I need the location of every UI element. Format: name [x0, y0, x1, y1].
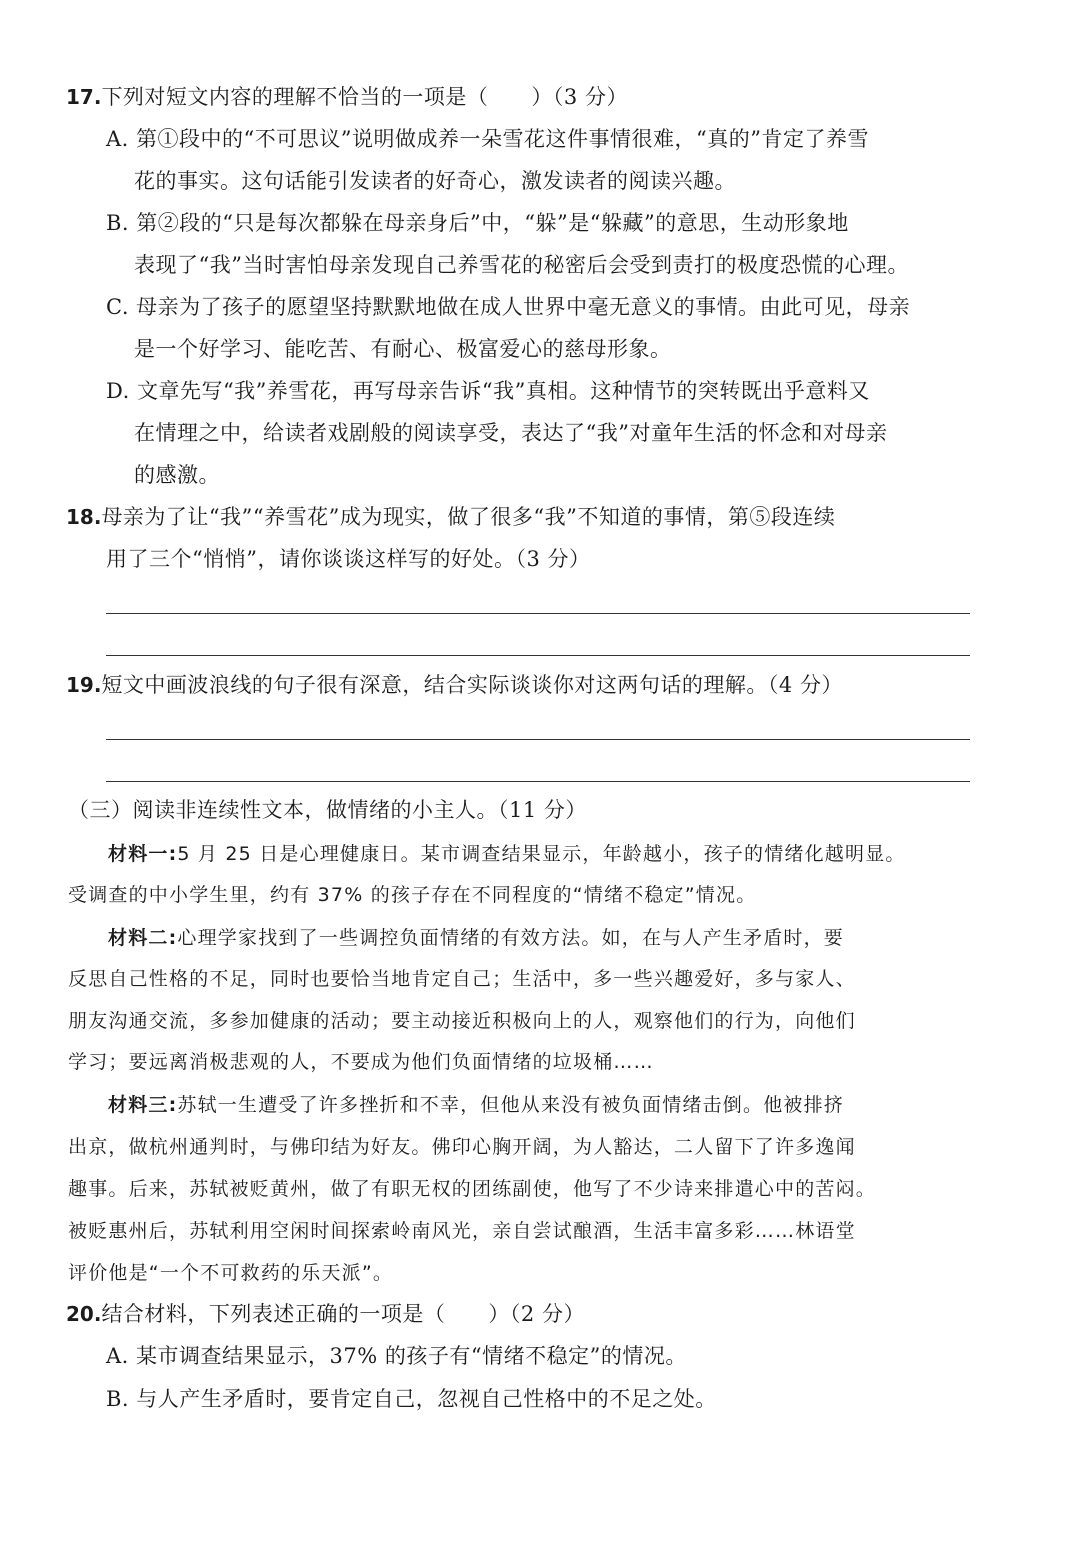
q19-answer-line-1[interactable]	[106, 739, 970, 740]
q17-stem-line	[66, 82, 628, 112]
q18-number: 18.	[66, 505, 102, 529]
q17-number: 17.	[66, 85, 102, 109]
q19-stem: 短文中画波浪线的句子很有深意，结合实际谈谈你对这两句话的理解。（4 分）	[101, 673, 843, 697]
material1-line2: 受调查的中小学生里，约有 37% 的孩子存在不同程度的“情绪不稳定”情况。	[68, 884, 757, 906]
q18-stem-line1	[66, 502, 835, 532]
q18-stem-line2: 用了三个“悄悄”，请你谈谈这样写的好处。（3 分）	[106, 547, 591, 571]
q20-stem-line	[66, 1299, 585, 1329]
q17-stem: 下列对短文内容的理解不恰当的一项是（ ）（3 分）	[101, 85, 628, 109]
q20-stem: 结合材料，下列表述正确的一项是（ ）（2 分）	[101, 1302, 585, 1326]
material2-line2: 反思自己性格的不足，同时也要恰当地肯定自己；生活中，多一些兴趣爱好，多与家人、	[68, 968, 856, 990]
material2-line1	[108, 923, 844, 953]
q17-option-b-line2: 表现了“我”当时害怕母亲发现自己养雪花的秘密后会受到责打的极度恐慌的心理。	[134, 253, 909, 277]
material3-label: 材料三:	[108, 1094, 178, 1116]
material3-line4: 被贬惠州后，苏轼利用空闲时间探索岭南风光，亲自尝试酿酒，生活丰富多彩……林语堂	[68, 1220, 856, 1242]
material3-line2: 出京，做杭州通判时，与佛印结为好友。佛印心胸开阔，为人豁达，二人留下了许多逸闻	[68, 1136, 856, 1158]
q18-stem-text1: 母亲为了让“我”“养雪花”成为现实，做了很多“我”不知道的事情，第⑤段连续	[101, 505, 836, 529]
q18-answer-line-2[interactable]	[106, 655, 970, 656]
q17-option-d-line3: 的感激。	[134, 463, 220, 487]
section3-title: （三）阅读非连续性文本，做情绪的小主人。（11 分）	[68, 798, 587, 822]
q18-answer-line-1[interactable]	[106, 613, 970, 614]
q17-option-a-line2: 花的事实。这句话能引发读者的好奇心，激发读者的阅读兴趣。	[134, 169, 736, 193]
material2-text1: 心理学家找到了一些调控负面情绪的有效方法。如，在与人产生矛盾时，要	[177, 927, 845, 949]
material2-label: 材料二:	[108, 927, 178, 949]
material1-line1	[108, 839, 906, 869]
q19-answer-line-2[interactable]	[106, 781, 970, 782]
material1-label: 材料一:	[108, 843, 178, 865]
material3-text1: 苏轼一生遭受了许多挫折和不幸，但他从来没有被负面情绪击倒。他被排挤	[177, 1094, 845, 1116]
q17-option-d-line1: D. 文章先写“我”养雪花，再写母亲告诉“我”真相。这种情节的突转既出乎意料又	[106, 379, 870, 403]
material3-line5: 评价他是“一个不可救药的乐天派”。	[68, 1262, 394, 1284]
q17-option-d-line2: 在情理之中，给读者戏剧般的阅读享受，表达了“我”对童年生活的怀念和对母亲	[134, 421, 888, 445]
q19-number: 19.	[66, 673, 102, 697]
material1-text1: 5 月 25 日是心理健康日。某市调查结果显示，年龄越小，孩子的情绪化越明显。	[177, 843, 906, 865]
q20-number: 20.	[66, 1302, 102, 1326]
q17-option-c-line2: 是一个好学习、能吃苦、有耐心、极富爱心的慈母形象。	[134, 337, 672, 361]
material2-line4: 学习；要远离消极悲观的人，不要成为他们负面情绪的垃圾桶……	[68, 1051, 654, 1073]
material2-line3: 朋友沟通交流，多参加健康的活动；要主动接近积极向上的人，观察他们的行为，向他们	[68, 1010, 856, 1032]
q20-option-a: A. 某市调查结果显示，37% 的孩子有“情绪不稳定”的情况。	[106, 1344, 687, 1368]
q17-option-b-line1: B. 第②段的“只是每次都躲在母亲身后”中，“躲”是“躲藏”的意思，生动形象地	[106, 211, 849, 235]
q17-option-c-line1: C. 母亲为了孩子的愿望坚持默默地做在成人世界中毫无意义的事情。由此可见，母亲	[106, 295, 911, 319]
q17-option-a-line1: A. 第①段中的“不可思议”说明做成养一朵雪花这件事情很难，“真的”肯定了养雪	[106, 127, 869, 151]
q19-stem-line	[66, 670, 843, 700]
q20-option-b: B. 与人产生矛盾时，要肯定自己，忽视自己性格中的不足之处。	[106, 1387, 717, 1411]
material3-line3: 趣事。后来，苏轼被贬黄州，做了有职无权的团练副使，他写了不少诗来排遣心中的苦闷。	[68, 1178, 877, 1200]
material3-line1	[108, 1090, 844, 1120]
